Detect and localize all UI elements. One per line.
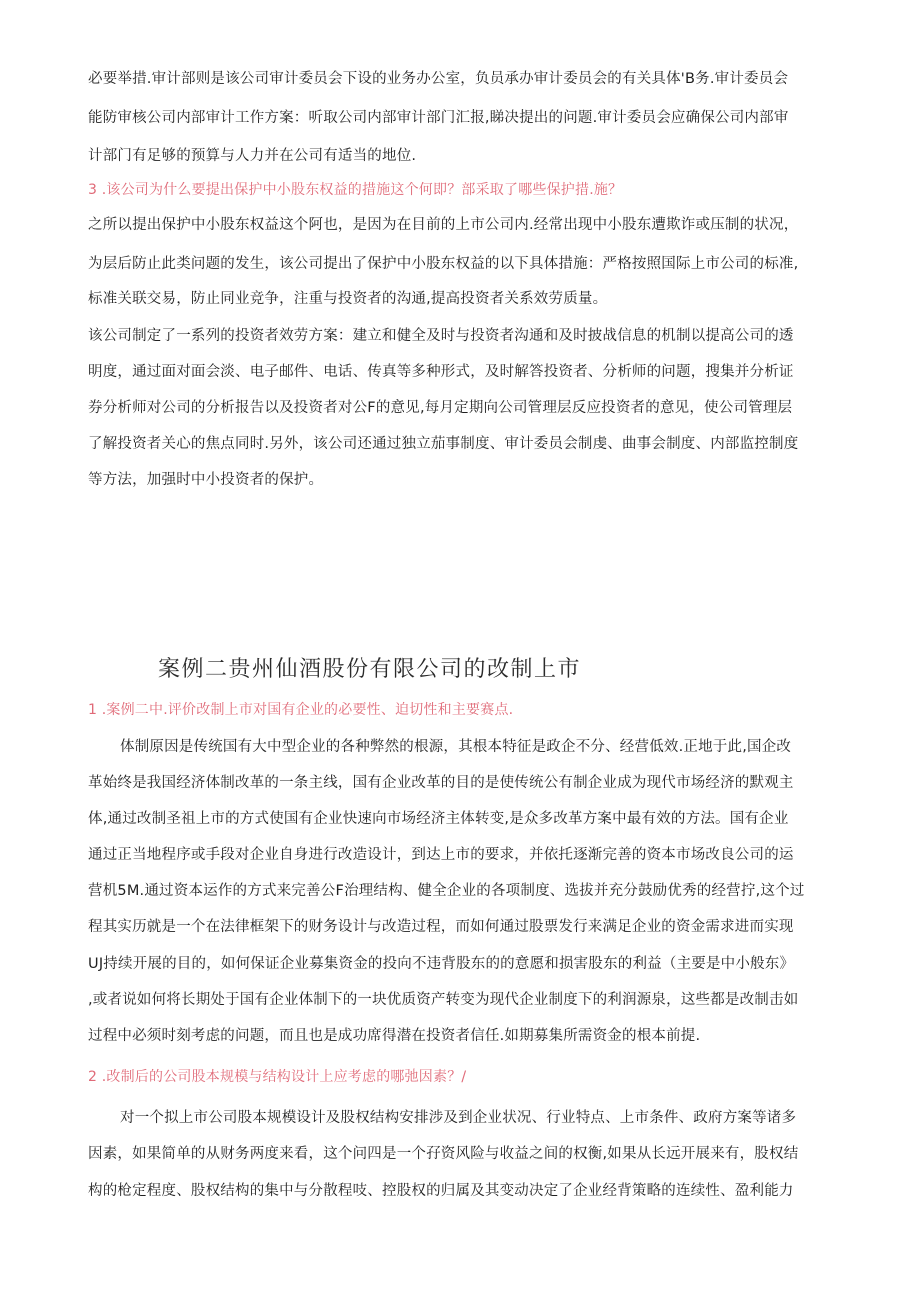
paragraph-line: 该公司制定了一系列的投资者效劳方案：建立和健全及时与投资者沟通和及时披战信息的机制以提高公司的透 <box>88 328 794 344</box>
paragraph-line: 之所以提出保护中小股东权益这个阿也，是因为在目前的上市公司内.经常出现中小股东遭欺诈或压制的状况， <box>88 217 799 233</box>
paragraph-line: 程其实历就是一个在法律框架下的财务设计与改造过程，而如何通过股票发行来满足企业的资金需求进而实现 <box>88 919 794 935</box>
question-1-heading: 1 .案例二中.评价改制上市对国有企业的必要性、迫切性和主要赛点. <box>88 702 514 718</box>
paragraph-line: 营机5M.通过资本运作的方式来完善公F治理结构、健全企业的各项制度、选拔并充分鼓励优秀的经营拧,这个过 <box>88 883 805 899</box>
paragraph-line: 体,通过改制圣祖上市的方式使国有企业快速向市场经济主体转变,是众多改革方案中最有效的方法。国有企业 <box>88 811 789 827</box>
case-title: 案例二贵州仙酒股份有限公司的改制上市 <box>158 657 582 682</box>
paragraph-line: 革始终是我国经济体制改革的一条主线，国有企业改革的目的是使传统公有制企业成为现代市场经济的默观主 <box>88 775 794 791</box>
paragraph-line: 为层后防止此类问题的发生，该公司提出了保护中小股东权益的以下具体措施：严格按照国际上市公司的标准, <box>88 256 799 272</box>
paragraph-line: 等方法，加强时中小投资者的保护。 <box>88 472 324 488</box>
question-2-heading: 2 .改制后的公司股本规模与结构设计上应考虑的哪弛因素？/ <box>88 1069 467 1085</box>
paragraph-line: 通过正当地程序或手段对企业自身进行改造设计，到达上市的要求，并依托逐渐完善的资本市场改良公司的运 <box>88 847 794 863</box>
paragraph-line: 过程中必须时刻考虑的问题，而且也是成功席得潜在投资者信任.如期募集所需资金的根本前提. <box>88 1028 701 1044</box>
paragraph-line: 标准关联交易，防止同业竞争，注重与投资者的沟通,提高投资者关系效劳质量。 <box>88 291 608 307</box>
paragraph-line: UJ持续开展的目的，如何保证企业募集资金的投向不违背股东的的意愿和损害股东的利益（主要是中小般东》 <box>88 956 795 972</box>
paragraph-line: 了解投资者关心的焦点同时.另外，该公司还通过独立茄事制度、审计委员会制虔、曲事会制度、内部监控制度 <box>88 436 799 452</box>
paragraph-line: 构的枪定程度、股权结构的集中与分散程吱、控股权的归属及其变动决定了企业经背策略的连续性、盈利能力 <box>88 1183 794 1199</box>
paragraph-line: 必要举措.审计部则是该公司审计委员会下设的业务办公室，负员承办审计委员会的有关具体'B务.审计委员会 <box>88 71 789 87</box>
paragraph-line: 计部门有足够的预算与人力并在公司有适当的地位. <box>88 148 417 164</box>
paragraph-line: 券分析师对公司的分析报告以及投资者对公F的意见,每月定期向公司管理层反应投资者的意见，使公司管理层 <box>88 400 793 416</box>
paragraph-line: 因素，如果简单的从财务两度来看，这个问四是一个孖资风险与收益之间的权衡,如果从长远开展来有，股权结 <box>88 1146 799 1162</box>
paragraph-line: 体制原因是传统国有大中型企业的各种弊然的根源，其根本特征是政企不分、经营低效.正地于此,国企改 <box>120 739 792 755</box>
paragraph-line: 对一个拟上市公司股本规模设计及股权结构安排涉及到企业状况、行业特点、上市条件、政府方案等诸多 <box>120 1110 797 1126</box>
paragraph-line: ,或者说如何将长期处于国有企业体制下的一块优质资产转变为现代企业制度下的利润源泉，这些都是改制击如 <box>88 992 799 1008</box>
paragraph-line: 明度，通过面对面会淡、电子邮件、电话、传真等多种形式，及时解答投资者、分析师的问题，搜集并分析证 <box>88 364 794 380</box>
paragraph-line: 能防审核公司内部审计工作方案：听取公司内部审计部门汇报,睇决提出的问题.审计委员会应确保公司内部审 <box>88 110 789 126</box>
question-3-heading: 3 .该公司为什么要提出保护中小股东权益的措施这个何即？部采取了哪些保护措.施？ <box>88 182 623 198</box>
